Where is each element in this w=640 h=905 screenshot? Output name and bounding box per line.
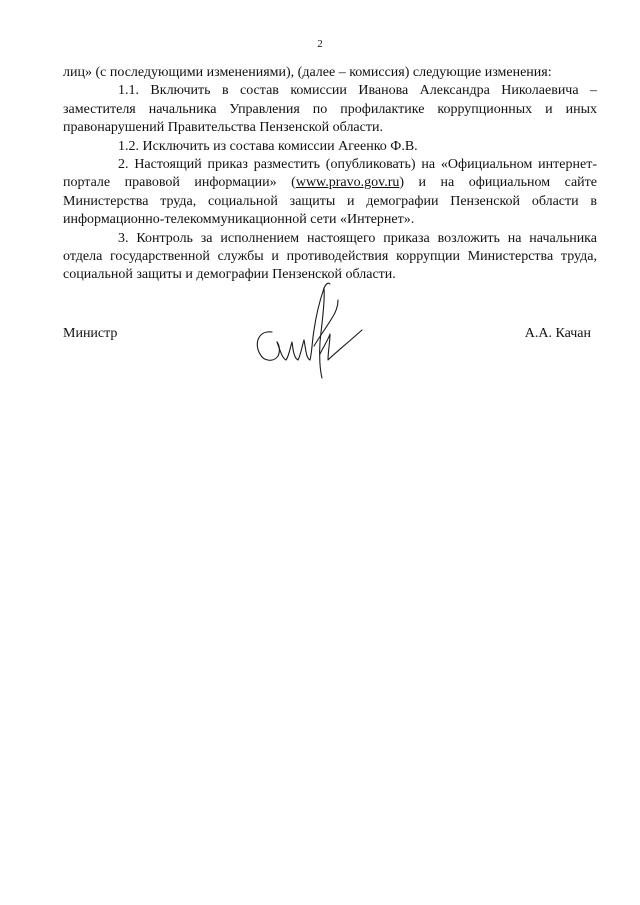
handwritten-signature xyxy=(250,272,365,382)
paragraph-2 xyxy=(63,156,597,230)
signatory-name: А.А. Качан xyxy=(524,326,591,341)
paragraph-1-2: 1.2. Исключить из состава комиссии Агеенко Ф.В. xyxy=(118,138,418,154)
paragraph-continuation: лиц» (с последующими изменениями), (далее – комиссия) следующие изменения: xyxy=(63,65,552,80)
paragraph-3: 3. Контроль за исполнением настоящего приказа возложить на начальника отдела государственной службы и противодействия коррупции Министерства труда, социальной защиты и демографии Пензенской области. xyxy=(63,230,597,283)
paragraph-2-text-end: ) и на официальном сайте Министерства труда, социальной защиты и демографии Пензенской области в информационно-телекоммуникационной сети «Интернет». xyxy=(63,175,598,228)
signatory-position: Министр xyxy=(63,326,118,341)
paragraph-2-text-start: 2. Настоящий приказ разместить (опубликовать) на «Официальном интернет-портале правовой информации» ( xyxy=(63,157,597,191)
document-body xyxy=(63,64,597,285)
pravo-gov-link[interactable]: www.pravo.gov.ru xyxy=(295,175,400,191)
paragraph-1-1: 1.1. Включить в состав комиссии Иванова Александра Николаевича – заместителя начальника Управления по профилактике коррупционных и иных правонарушений Правительства Пензенской области. xyxy=(63,83,597,136)
page-number: 2 xyxy=(317,38,323,50)
